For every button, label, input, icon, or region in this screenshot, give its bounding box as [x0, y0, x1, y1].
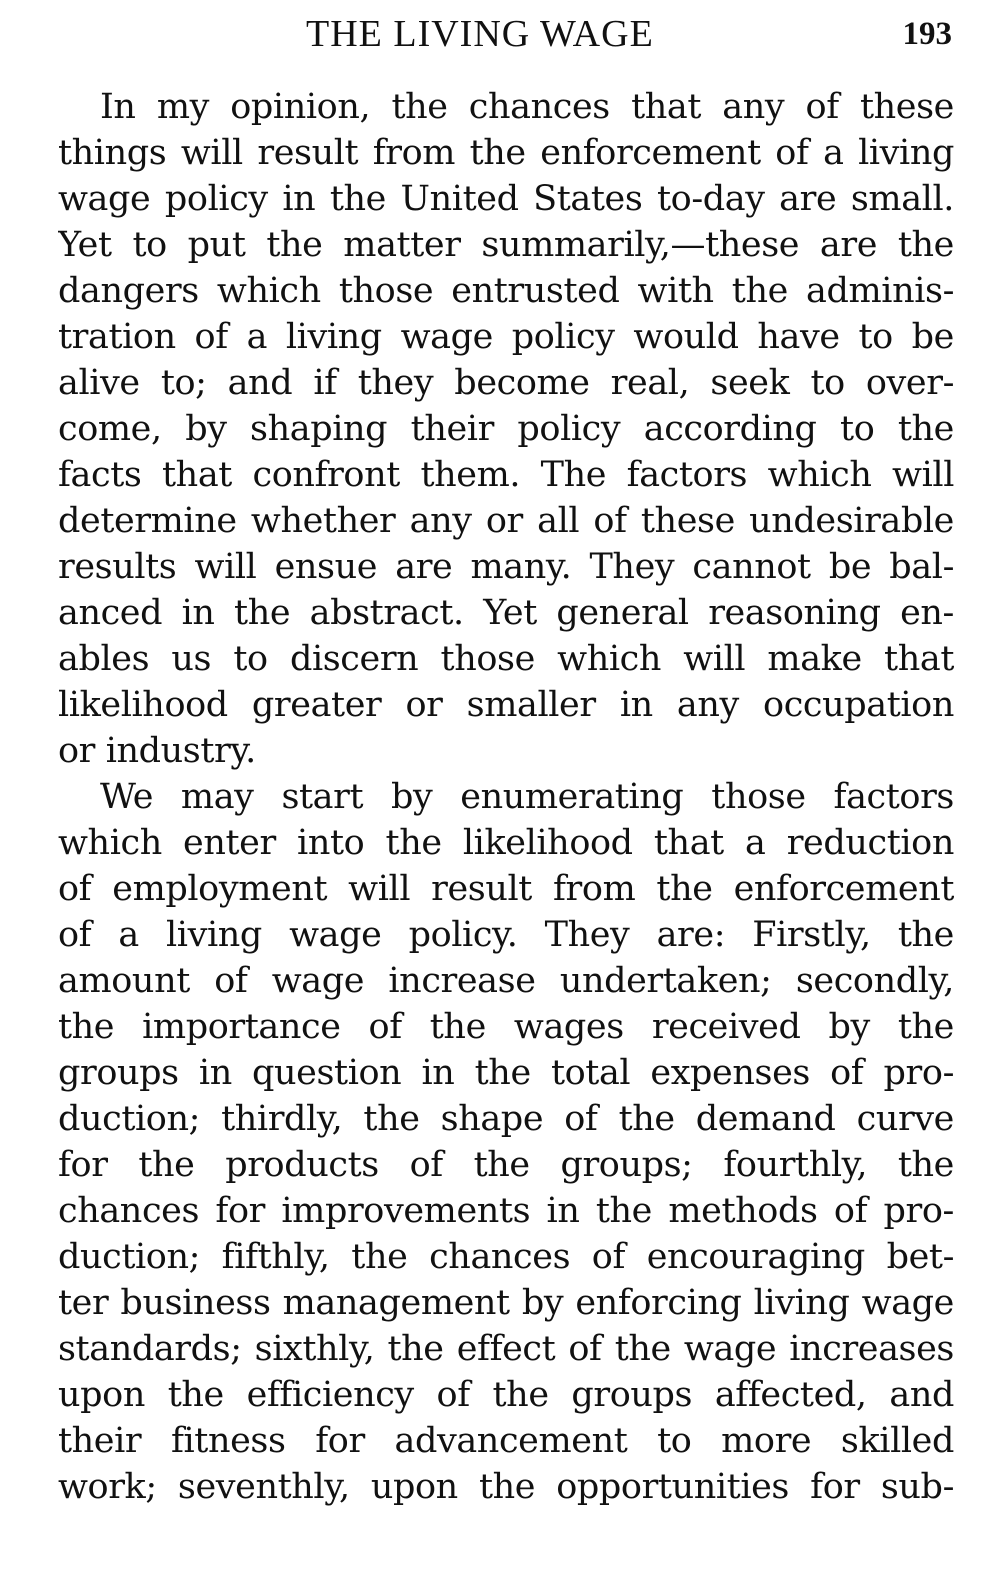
text-line: alive to; and if they become real, seek to over- — [58, 363, 954, 403]
text-line: ables us to discern those which will make that — [58, 639, 954, 679]
text-line: duction; thirdly, the shape of the demand curve — [58, 1099, 954, 1139]
running-header — [0, 12, 1000, 62]
text-line: their fitness for advancement to more skilled — [58, 1421, 954, 1461]
page-number: 193 — [902, 16, 952, 52]
text-line: standards; sixthly, the effect of the wage increases — [58, 1329, 954, 1369]
text-line: ter business management by enforcing living wage — [58, 1283, 954, 1323]
text-line: come, by shaping their policy according to the — [58, 409, 954, 449]
text-line: duction; fifthly, the chances of encouraging bet- — [58, 1237, 954, 1277]
text-line: for the products of the groups; fourthly, the — [58, 1145, 954, 1185]
text-line: tration of a living wage policy would have to be — [58, 317, 954, 357]
text-line: which enter into the likelihood that a reduction — [58, 823, 954, 863]
text-line: We may start by enumerating those factors — [100, 777, 954, 817]
text-line: facts that confront them. The factors which will — [58, 455, 954, 495]
paragraph-2 — [58, 774, 954, 1510]
text-line: wage policy in the United States to-day are small. — [58, 179, 954, 219]
text-line: chances for improvements in the methods of pro- — [58, 1191, 954, 1231]
text-line: of a living wage policy. They are: Firstly, the — [58, 915, 954, 955]
text-line: Yet to put the matter summarily,—these are the — [58, 225, 954, 265]
text-line: likelihood greater or smaller in any occupation — [58, 685, 954, 725]
text-line: things will result from the enforcement of a living — [58, 133, 954, 173]
body-text — [58, 84, 954, 1510]
text-line: anced in the abstract. Yet general reasoning en- — [58, 593, 954, 633]
text-line: the importance of the wages received by the — [58, 1007, 954, 1047]
running-title: THE LIVING WAGE — [306, 13, 654, 55]
text-line: upon the efficiency of the groups affected, and — [58, 1375, 954, 1415]
text-line: dangers which those entrusted with the adminis- — [58, 271, 954, 311]
text-line: of employment will result from the enforcement — [58, 869, 954, 909]
paragraph-1 — [58, 84, 954, 774]
text-line: results will ensue are many. They cannot be bal- — [58, 547, 954, 587]
text-line: determine whether any or all of these undesirable — [58, 501, 954, 541]
text-line: In my opinion, the chances that any of these — [100, 87, 954, 127]
text-line: groups in question in the total expenses of pro- — [58, 1053, 954, 1093]
text-line: work; seventhly, upon the opportunities for sub- — [58, 1467, 954, 1507]
text-line: amount of wage increase undertaken; secondly, — [58, 961, 954, 1001]
text-line: or industry. — [58, 731, 256, 771]
